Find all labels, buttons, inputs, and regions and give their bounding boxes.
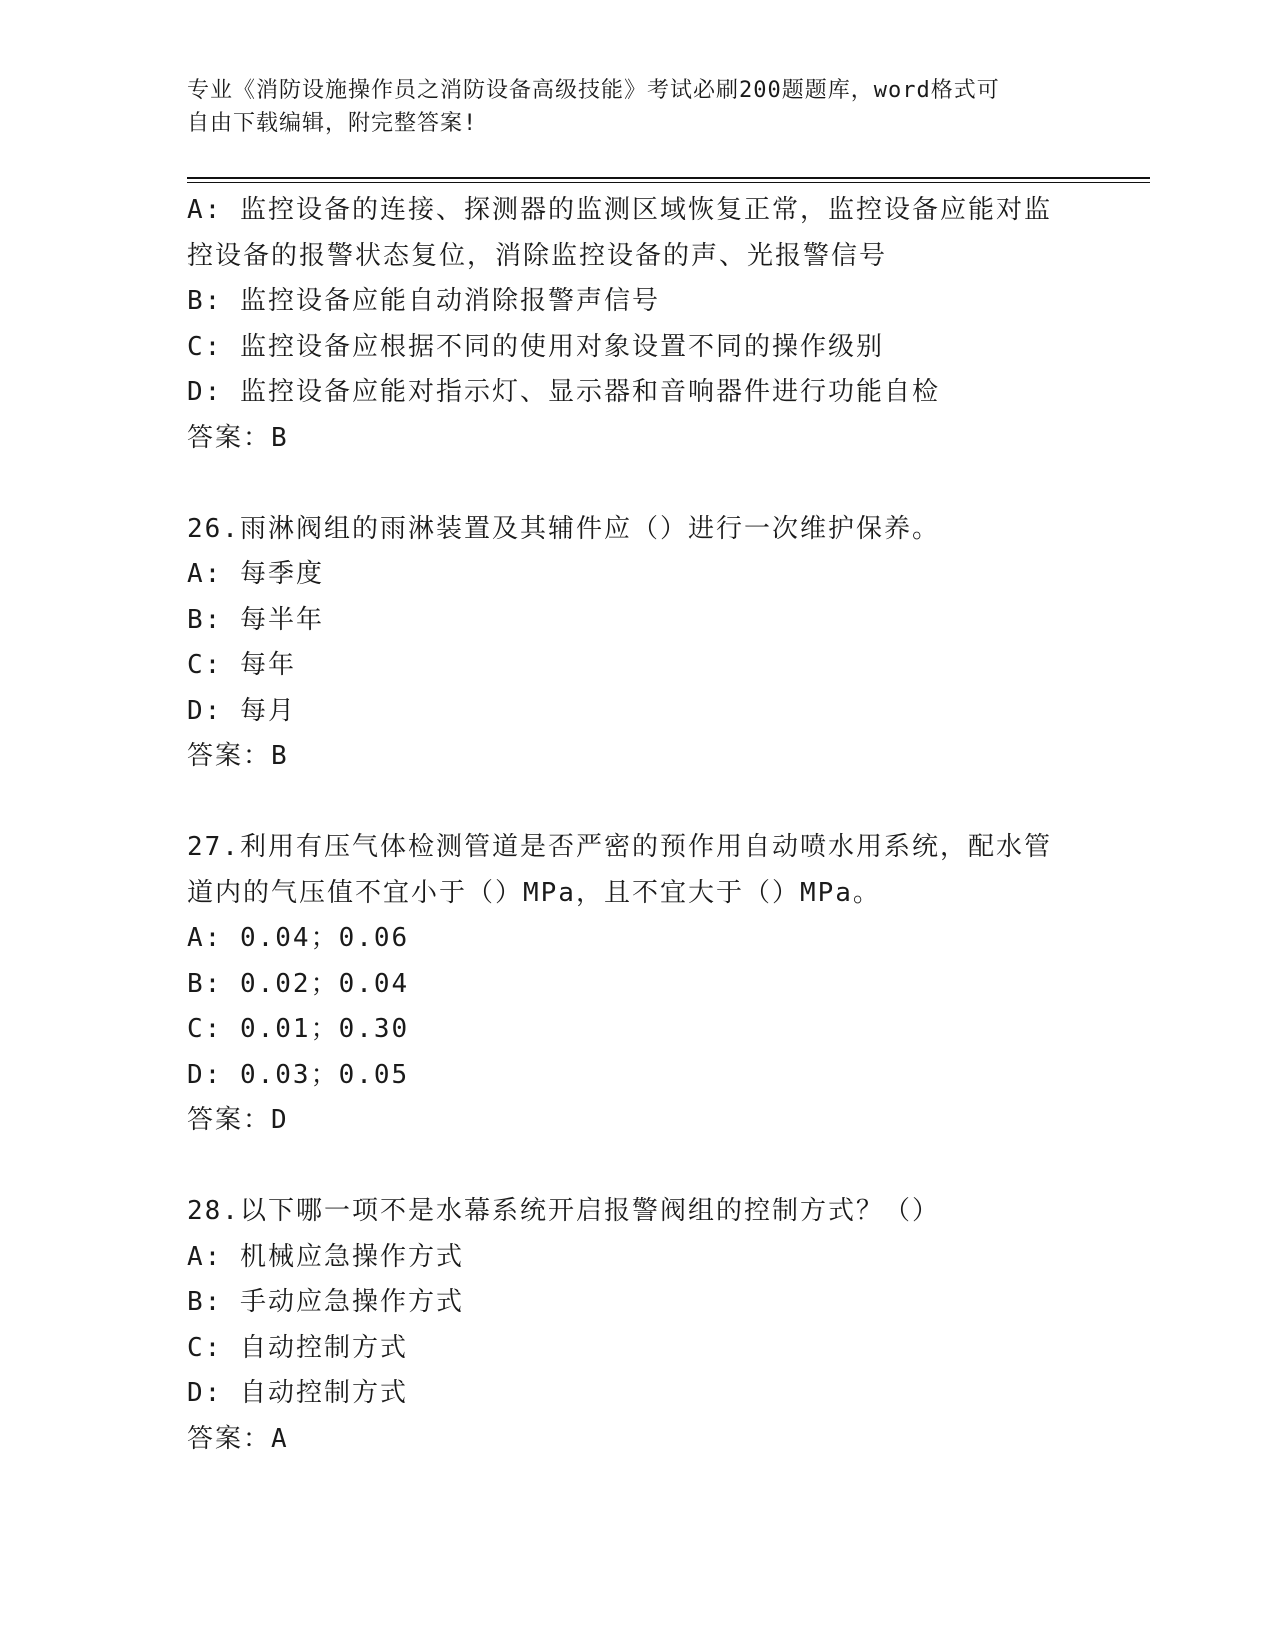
option-b: B: 手动应急操作方式 — [187, 1287, 464, 1317]
answer-line: 答案：A — [187, 1423, 289, 1454]
option-d: D: 监控设备应能对指示灯、显示器和音响器件进行功能自检 — [187, 377, 940, 407]
option-b: B: 监控设备应能自动消除报警声信号 — [187, 286, 660, 316]
header-divider-thick — [187, 177, 1150, 179]
option-a-line-2: 控设备的报警状态复位，消除监控设备的声、光报警信号 — [187, 240, 888, 271]
answer-line: 答案：B — [187, 741, 289, 771]
option-c: C: 监控设备应根据不同的使用对象设置不同的操作级别 — [187, 331, 884, 362]
question-block-26 — [187, 507, 1087, 780]
question-text: 28.以下哪一项不是水幕系统开启报警阀组的控制方式？（） — [187, 1196, 940, 1226]
option-c: C: 0.01；0.30 — [187, 1014, 410, 1044]
question-block-28 — [187, 1189, 1087, 1462]
spacer — [187, 780, 1087, 826]
option-d: D: 0.03；0.05 — [187, 1059, 410, 1090]
option-b: B: 每半年 — [187, 604, 324, 635]
header-divider-thin — [187, 182, 1150, 183]
question-text: 26.雨淋阀组的雨淋装置及其辅件应（）进行一次维护保养。 — [187, 513, 940, 544]
option-c: C: 自动控制方式 — [187, 1332, 408, 1363]
spacer — [187, 461, 1087, 507]
question-block-25 — [187, 188, 1087, 461]
spacer — [187, 1144, 1087, 1190]
option-d: D: 自动控制方式 — [187, 1378, 408, 1408]
option-d: D: 每月 — [187, 695, 296, 726]
document-header — [187, 74, 1067, 140]
question-list — [187, 188, 1087, 1462]
option-a-line-1: A: 监控设备的连接、探测器的监测区域恢复正常，监控设备应能对监 — [187, 195, 1052, 225]
question-text-line-1: 27.利用有压气体检测管道是否严密的预作用自动喷水用系统，配水管 — [187, 832, 1052, 862]
question-text-line-2: 道内的气压值不宜小于（）MPa，且不宜大于（）MPa。 — [187, 877, 881, 908]
option-c: C: 每年 — [187, 650, 296, 680]
option-b: B: 0.02；0.04 — [187, 968, 410, 999]
answer-line: 答案：D — [187, 1105, 289, 1135]
option-a: A: 0.04；0.06 — [187, 923, 410, 953]
question-block-27 — [187, 825, 1087, 1144]
option-a: A: 机械应急操作方式 — [187, 1241, 464, 1272]
header-title-line-1: 专业《消防设施操作员之消防设备高级技能》考试必刷200题题库，word格式可 — [187, 78, 1000, 103]
option-a: A: 每季度 — [187, 559, 324, 589]
header-title-line-2: 自由下载编辑，附完整答案! — [187, 111, 478, 136]
answer-line: 答案：B — [187, 422, 289, 453]
